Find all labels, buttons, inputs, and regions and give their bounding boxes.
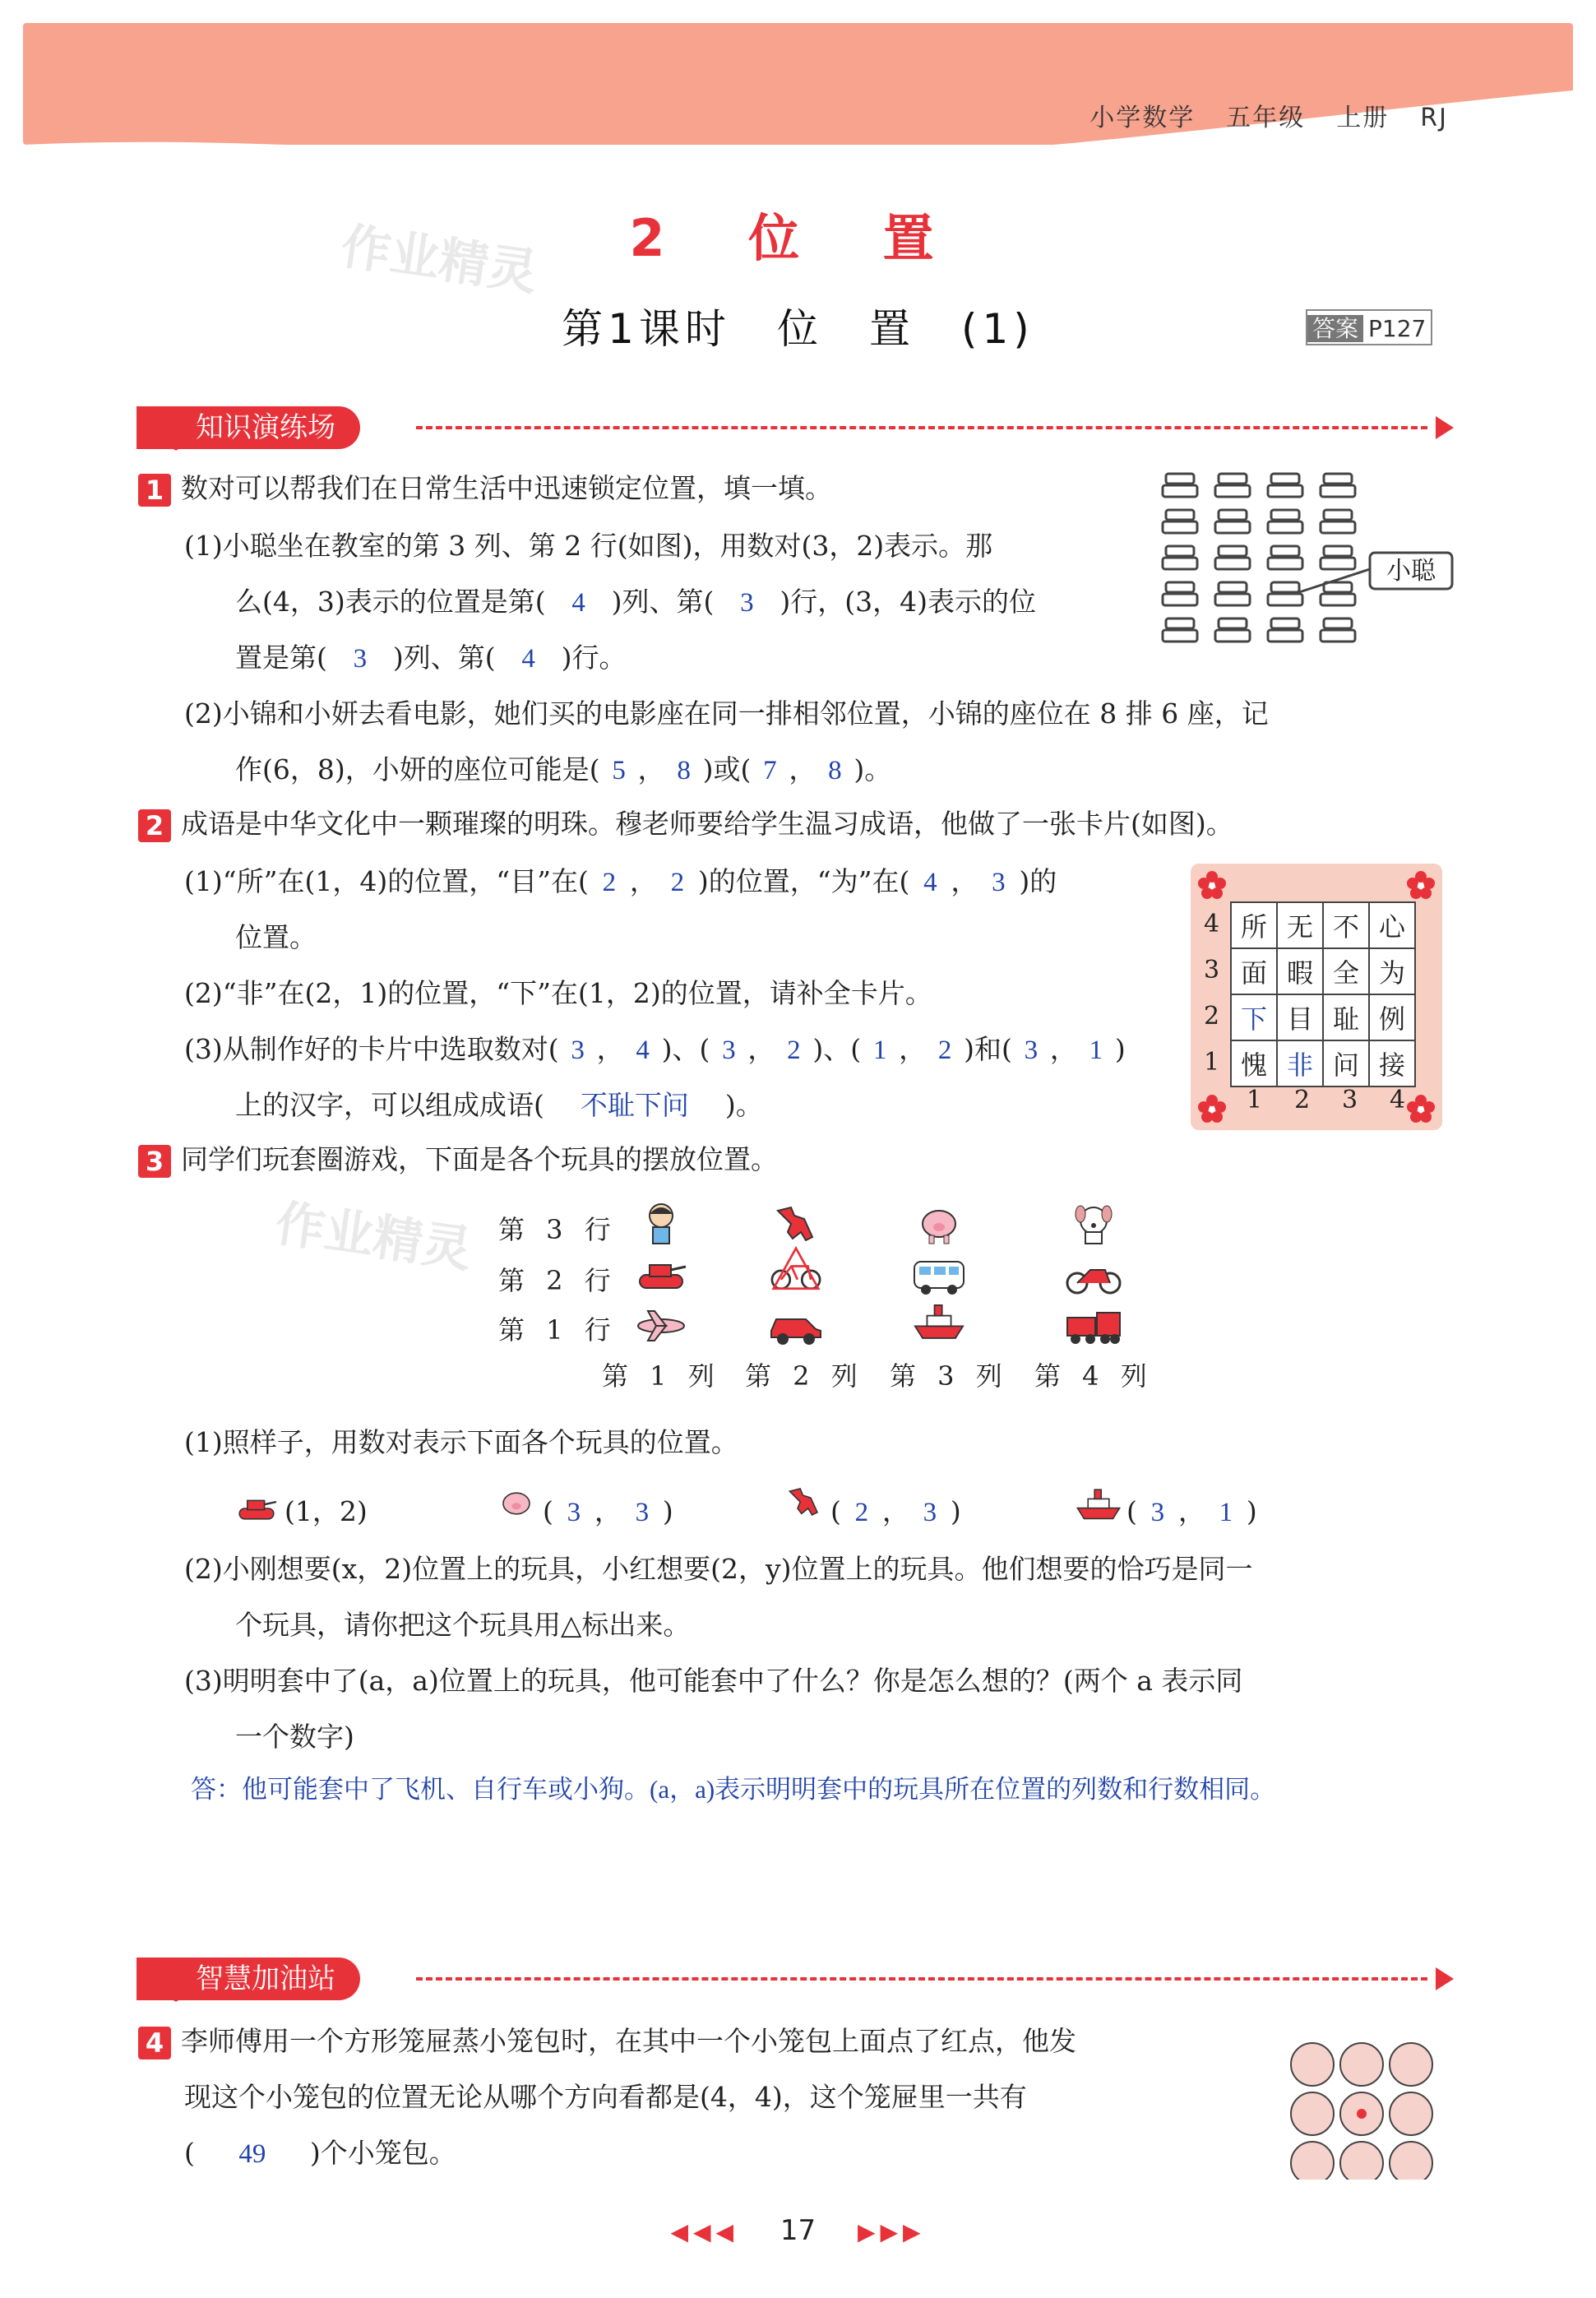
answer-seat-row[interactable]: 8 [828, 756, 842, 785]
answer[interactable]: 2 [937, 1035, 952, 1065]
card-cell: 为 [1369, 948, 1415, 994]
q2-part1-line2: 位置。 [235, 921, 317, 953]
answer[interactable]: 3 [923, 1498, 937, 1527]
text: )的 [1019, 865, 1057, 897]
text: )行，(3，4)表示的位 [779, 586, 1036, 618]
tank-icon [230, 1489, 283, 1528]
answer-seat-row[interactable]: 8 [677, 756, 691, 785]
pig-pair: ( 3 ， 3 ) [543, 1495, 673, 1527]
answer[interactable]: 3 [1024, 1035, 1039, 1065]
page-footer [0, 2214, 1596, 2247]
airplane-icon [628, 1301, 694, 1351]
card-col-label: 3 [1342, 1086, 1358, 1114]
arrow-right-icon [1436, 1967, 1454, 1990]
q2-part1: (1)“所”在(1，4)的位置，“目”在( 2 ， 2 )的位置，“为”在( 4 ， 3 )的 [184, 865, 1057, 897]
card-col-label: 2 [1294, 1086, 1311, 1114]
q2-part2: (2)“非”在(2，1)的位置，“下”在(1，2)的位置，请补全卡片。 [184, 977, 932, 1009]
header-subject: 小学数学 [1089, 104, 1196, 132]
q4-line3 [184, 2137, 456, 2171]
flower-icon [1404, 869, 1437, 901]
text: (1)“所”在(1，4)的位置，“目”在( [184, 865, 589, 897]
card-row-label: 1 [1204, 1048, 1220, 1077]
arrow-right-icon [1436, 416, 1454, 439]
idiom-grid [1230, 901, 1416, 1087]
col-label: 第 3 列 [890, 1360, 1009, 1392]
text: )列、第( [611, 586, 715, 618]
dinosaur-icon [778, 1477, 830, 1527]
q2-part3: (3)从制作好的卡片中选取数对( 3 ， 4 )、( 3 ， 2 )、( 1 ， 2 )和( 3 ， 1 ) [184, 1033, 1126, 1065]
text: )行。 [561, 642, 627, 674]
answer-page: P127 [1368, 315, 1427, 342]
ship-pair: ( 3 ， 1 ) [1126, 1495, 1257, 1527]
text: )。 [854, 753, 892, 785]
col-label: 第 2 列 [745, 1360, 864, 1392]
flower-icon [1196, 869, 1228, 901]
q2-stem-text: 成语是中华文化中一颗璀璨的明珠。穆老师要给学生温习成语，他做了一张卡片(如图)。 [181, 808, 1233, 840]
card-col-label: 1 [1247, 1086, 1263, 1114]
row-label: 第 1 行 [498, 1314, 618, 1346]
card-cell-filled[interactable]: 非 [1277, 1040, 1323, 1086]
col-label: 第 1 列 [602, 1360, 721, 1392]
q4-line2: 现这个小笼包的位置无论从哪个方向看都是(4，4)，这个笼屉里一共有 [184, 2081, 1027, 2113]
q4-number: 4 [138, 2027, 171, 2059]
q1-part2-line1: (2)小锦和小妍去看电影，她们买的电影座在同一排相邻位置，小锦的座位在 8 排 6 座，记 [184, 697, 1269, 730]
runner-icon [136, 1954, 187, 2005]
car-icon [763, 1301, 829, 1351]
answer-col[interactable]: 3 [353, 644, 368, 674]
col-label: 第 4 列 [1034, 1360, 1154, 1392]
answer[interactable]: 3 [992, 868, 1006, 897]
q1-part2-line2: 作(6，8)，小妍的座位可能是( 5 ， 8 )或( 7 ， 8 )。 [235, 753, 892, 785]
chapter-title: 2 位 置 [629, 208, 967, 268]
answer-idiom[interactable]: 不耻下问 [580, 1091, 689, 1121]
row-label: 第 2 行 [498, 1265, 618, 1296]
answer[interactable]: 3 [571, 1035, 585, 1065]
q2-stem [138, 808, 1233, 842]
dinosaur-icon [763, 1199, 829, 1249]
section-label: 知识演练场 [136, 406, 360, 449]
pig-icon [490, 1480, 543, 1527]
section-label: 智慧加油站 [136, 1957, 360, 2000]
text: 上的汉字，可以组成成语( [235, 1089, 544, 1121]
text: )个小笼包。 [309, 2137, 456, 2169]
answer[interactable]: 3 [567, 1498, 581, 1527]
q1-part1-line3 [235, 642, 627, 675]
motorcycle-icon [1061, 1250, 1126, 1300]
text: 作(6，8)，小妍的座位可能是( [235, 753, 600, 785]
section-header-challenge [136, 1957, 1452, 2007]
lesson-title: 第1课时 位 置 (1) [562, 305, 1034, 353]
xiaocong-callout: 小聪 [1386, 557, 1436, 586]
idiom-card [1191, 864, 1442, 1130]
card-row-label: 4 [1204, 910, 1220, 938]
answer[interactable]: 1 [1219, 1498, 1233, 1527]
q3-stem-text: 同学们玩套圈游戏，下面是各个玩具的摆放位置。 [181, 1143, 778, 1175]
ship-icon [906, 1296, 972, 1346]
answer-label: 答案 [1307, 315, 1363, 342]
bicycle-icon [763, 1245, 829, 1295]
answer[interactable]: 1 [872, 1035, 887, 1065]
q1-number: 1 [138, 474, 171, 507]
q3-part3-line2: 一个数字) [235, 1721, 354, 1753]
header-volume: 上册 [1336, 104, 1390, 132]
q3-answer[interactable]: 答：他可能套中了飞机、自行车或小狗。(a，a)表示明明套中的玩具所在位置的列数和行数相同。 [191, 1775, 1276, 1804]
text: )。 [724, 1089, 763, 1121]
text: (3)从制作好的卡片中选取数对( [184, 1033, 559, 1065]
card-cell: 愧 [1231, 1040, 1277, 1086]
answer-total[interactable]: 49 [238, 2139, 266, 2169]
section-divider [416, 1977, 1427, 1981]
answer[interactable]: 3 [1150, 1498, 1165, 1527]
watermark: 作业精灵 [337, 217, 542, 303]
header-edition: RJ [1420, 104, 1448, 132]
q3-part3-line1: (3)明明套中了(a，a)位置上的玩具，他可能套中了什么？你是怎么想的？(两个 a 表示同 [184, 1665, 1243, 1697]
answer-reference [1306, 309, 1432, 345]
q2-number: 2 [138, 809, 171, 842]
tank-icon [628, 1250, 694, 1300]
q1-part1-line2 [235, 586, 1036, 619]
q3-part1: (1)照样子，用数对表示下面各个玩具的位置。 [184, 1426, 738, 1458]
section-header-practice [136, 406, 1452, 456]
q3-part2-line1: (2)小刚想要(x，2)位置上的玩具，小红想要(2，y)位置上的玩具。他们想要的恰巧是同一 [184, 1553, 1253, 1585]
card-cell: 不 [1323, 902, 1369, 948]
text: ( [184, 2137, 195, 2169]
text: )或( [702, 753, 752, 785]
card-cell: 例 [1369, 994, 1415, 1040]
card-col-label: 4 [1390, 1086, 1406, 1114]
answer[interactable]: 2 [602, 868, 617, 897]
q4-line1-text: 李师傅用一个方形笼屉蒸小笼包时，在其中一个小笼包上面点了红点，他发 [181, 2025, 1076, 2057]
card-cell: 问 [1323, 1040, 1369, 1086]
card-cell: 暇 [1277, 948, 1323, 994]
flower-icon [1196, 1092, 1228, 1125]
q1-stem-text: 数对可以帮我们在日常生活中迅速锁定位置，填一填。 [181, 472, 832, 504]
answer[interactable]: 2 [670, 868, 685, 897]
flower-icon [1404, 1092, 1437, 1125]
next-arrows-icon: ▶▶▶ [857, 2218, 926, 2245]
q1-stem [138, 472, 832, 507]
answer[interactable]: 4 [923, 868, 937, 897]
answer[interactable]: 2 [854, 1498, 869, 1527]
answer-row[interactable]: 4 [521, 644, 535, 674]
steamer-buns-illustration [1279, 2023, 1444, 2180]
answer-seat-col[interactable]: 7 [763, 756, 777, 785]
train-icon [1061, 1301, 1126, 1351]
text: 置是第( [235, 642, 327, 674]
card-cell: 心 [1369, 902, 1415, 948]
card-cell: 无 [1277, 902, 1323, 948]
q4-line1 [138, 2025, 1076, 2059]
answer-col[interactable]: 4 [571, 588, 585, 618]
answer[interactable]: 1 [1089, 1035, 1103, 1065]
card-row-label: 3 [1204, 956, 1220, 985]
card-cell: 耻 [1323, 994, 1369, 1040]
card-cell: 面 [1231, 948, 1277, 994]
bus-icon [906, 1250, 972, 1300]
card-cell-filled[interactable]: 下 [1231, 994, 1277, 1040]
answer-row[interactable]: 3 [740, 588, 754, 618]
section-divider [416, 426, 1427, 429]
card-cell: 接 [1369, 1040, 1415, 1086]
answer[interactable]: 4 [636, 1035, 650, 1065]
text: )的位置，“为”在( [697, 865, 910, 897]
puppy-icon [1061, 1199, 1126, 1249]
prev-arrows-icon: ◀◀◀ [670, 2218, 739, 2245]
classroom-seat-diagram [1159, 469, 1455, 674]
q3-part2-line2: 个玩具，请你把这个玩具用△标出来。 [235, 1609, 691, 1641]
dinosaur-pair: ( 2 ， 3 ) [830, 1495, 961, 1527]
card-cell: 目 [1277, 994, 1323, 1040]
card-cell: 全 [1323, 948, 1369, 994]
q2-part3-line2 [235, 1089, 763, 1123]
q3-stem [138, 1143, 778, 1178]
watermark: 作业精灵 [271, 1194, 476, 1280]
card-cell: 所 [1231, 902, 1277, 948]
q3-number: 3 [138, 1145, 171, 1178]
text: )列、第( [392, 642, 496, 674]
answer[interactable]: 3 [722, 1035, 736, 1065]
answer-seat-col[interactable]: 5 [612, 756, 626, 785]
card-row-label: 2 [1204, 1002, 1220, 1031]
runner-icon [136, 403, 187, 454]
doll-icon [628, 1199, 694, 1249]
row-label: 第 3 行 [498, 1214, 618, 1245]
pig-icon [906, 1199, 972, 1249]
q1-part1-line1: (1)小聪坐在教室的第 3 列、第 2 行(如图)，用数对(3，2)表示。那 [184, 530, 993, 562]
answer[interactable]: 3 [635, 1498, 650, 1527]
page-number: 17 [779, 2214, 817, 2247]
header-book-info [1058, 97, 1448, 133]
ship-icon [1072, 1480, 1125, 1527]
answer[interactable]: 2 [787, 1035, 801, 1065]
text: 么(4，3)表示的位置是第( [235, 586, 546, 618]
example-pair: (1，2) [285, 1495, 368, 1527]
header-grade: 五年级 [1226, 104, 1306, 132]
